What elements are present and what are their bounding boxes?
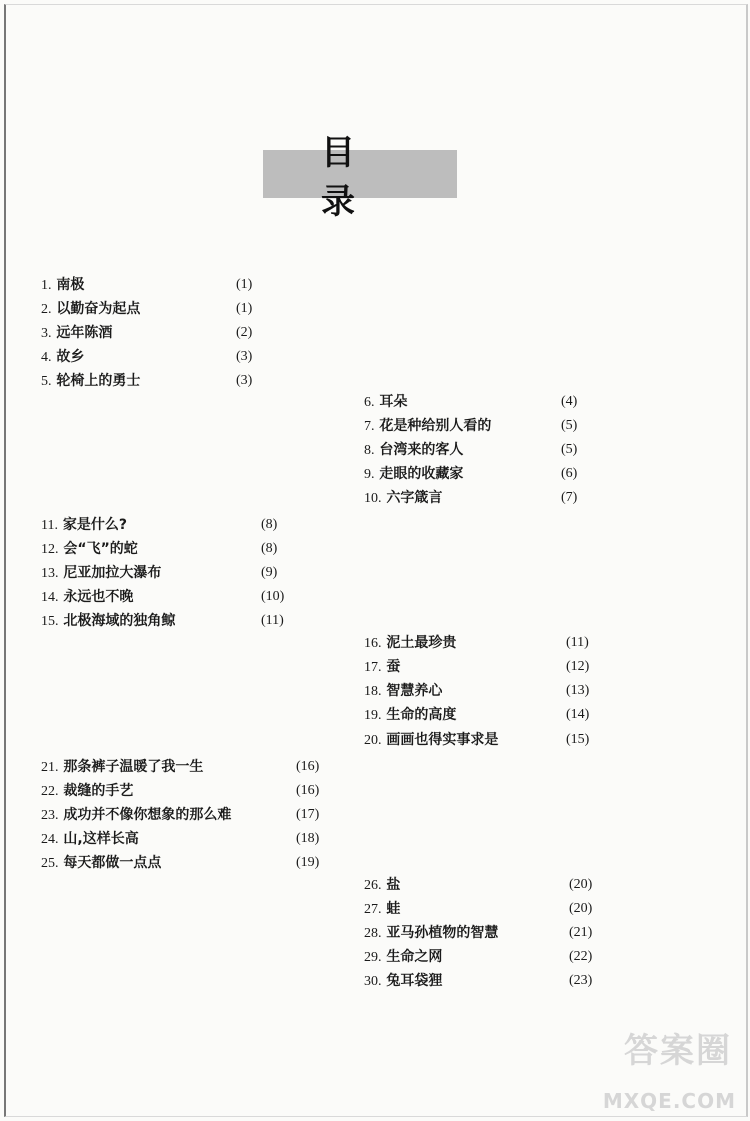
toc-entry: [41, 322, 112, 344]
toc-entry-title: 泥土最珍贵: [386, 635, 457, 651]
toc-entry-page: (18): [296, 831, 320, 846]
toc-entry-title: 花是种给别人看的: [379, 418, 492, 434]
toc-entry-title: 每天都做一点点: [63, 855, 162, 871]
toc-entry-number: 16.: [364, 636, 382, 651]
toc-entry-page: (20): [569, 901, 593, 916]
toc-entry-page: (3): [236, 373, 253, 388]
toc-entry-number: 21.: [41, 760, 59, 775]
toc-entry: [364, 970, 442, 992]
toc-entry-title: 山,这样长高: [63, 831, 139, 847]
toc-entry: [41, 274, 84, 296]
toc-entry-title: 成功并不像你想象的那么难: [63, 807, 232, 823]
toc-entry-page: (5): [561, 442, 578, 457]
toc-title-box: [263, 133, 457, 222]
toc-entry-title: 亚马孙植物的智慧: [386, 925, 499, 941]
toc-entry-page: (13): [566, 683, 590, 698]
toc-entry-number: 24.: [41, 832, 59, 847]
toc-entry-title: 那条裤子温暖了我一生: [63, 759, 204, 775]
toc-entry-number: 12.: [41, 542, 59, 557]
toc-entry-title: 兔耳袋狸: [386, 973, 443, 989]
toc-entry-number: 28.: [364, 926, 382, 941]
toc-entry-title: 生命之网: [386, 949, 443, 965]
toc-entry-page: (22): [569, 949, 593, 964]
toc-entry-page: (14): [566, 707, 590, 722]
toc-entry-page: (12): [566, 659, 590, 674]
toc-entry: [364, 415, 491, 437]
toc-entry: [364, 729, 498, 751]
toc-entry-title: 家是什么?: [62, 517, 127, 533]
toc-entry-number: 22.: [41, 784, 59, 799]
toc-entry-number: 18.: [364, 684, 382, 699]
toc-entry: [41, 780, 133, 802]
toc-entry-page: (1): [236, 277, 253, 292]
toc-entry-title: 蚕: [386, 659, 401, 675]
toc-entry: [364, 656, 400, 678]
toc-entry-page: (21): [569, 925, 593, 940]
toc-entry: [41, 538, 138, 560]
toc-entry-number: 30.: [364, 974, 382, 989]
toc-entry-number: 5.: [41, 374, 52, 389]
toc-entry-title: 故乡: [56, 349, 85, 365]
toc-entry-title: 生命的高度: [386, 707, 457, 723]
toc-entry-page: (8): [261, 517, 278, 532]
toc-entry-page: (4): [561, 394, 578, 409]
toc-entry-page: (10): [261, 589, 285, 604]
watermark-logo-text: 答案圈: [624, 1031, 732, 1071]
toc-title: 目 录: [321, 133, 413, 222]
toc-entry: [364, 632, 456, 654]
toc-entry-title: 以勤奋为起点: [56, 301, 141, 317]
toc-entry-number: 14.: [41, 590, 59, 605]
toc-entry-page: (11): [261, 613, 284, 628]
toc-entry-title: 智慧养心: [386, 683, 443, 699]
toc-entry-title: 耳朵: [379, 394, 408, 410]
toc-entry-number: 27.: [364, 902, 382, 917]
toc-entry: [364, 391, 407, 413]
toc-entry: [41, 804, 231, 826]
toc-entry: [41, 346, 84, 368]
toc-entry-title: 六字箴言: [386, 490, 443, 506]
toc-entry-page: (15): [566, 732, 590, 747]
toc-entry-number: 1.: [41, 278, 52, 293]
toc-entry-title: 盐: [386, 877, 401, 893]
toc-entry-title: 远年陈酒: [56, 325, 113, 341]
toc-entry-number: 23.: [41, 808, 59, 823]
watermark: [566, 1023, 736, 1113]
toc-entry-number: 3.: [41, 326, 52, 341]
toc-entry-number: 15.: [41, 614, 59, 629]
toc-entry-page: (7): [561, 490, 578, 505]
toc-entry-title: 尼亚加拉大瀑布: [63, 565, 162, 581]
toc-entry-number: 26.: [364, 878, 382, 893]
toc-entry-number: 9.: [364, 467, 375, 482]
toc-entry: [364, 704, 456, 726]
toc-entry-title: 蛙: [386, 901, 401, 917]
toc-entry-title: 永远也不晚: [63, 589, 134, 605]
toc-entry: [364, 487, 442, 509]
toc-entry-number: 25.: [41, 856, 59, 871]
toc-entry-page: (1): [236, 301, 253, 316]
toc-entry: [41, 514, 127, 536]
toc-entry-number: 19.: [364, 708, 382, 723]
toc-entry-title: 轮椅上的勇士: [56, 373, 141, 389]
toc-entry: [41, 586, 133, 608]
toc-entry-number: 11.: [41, 518, 58, 533]
toc-entry-page: (2): [236, 325, 253, 340]
toc-entry-page: (3): [236, 349, 253, 364]
toc-entry: [364, 946, 442, 968]
toc-entry: [364, 898, 400, 920]
toc-entry-title: 画画也得实事求是: [386, 732, 499, 748]
toc-entry-title: 裁缝的手艺: [63, 783, 134, 799]
watermark-url: MXQE.COM: [602, 1089, 736, 1113]
toc-entry-page: (17): [296, 807, 320, 822]
toc-entry: [41, 610, 175, 632]
toc-entry: [41, 852, 161, 874]
toc-entry-number: 13.: [41, 566, 59, 581]
toc-entry: [364, 680, 442, 702]
toc-entry-page: (23): [569, 973, 593, 988]
toc-entry-number: 7.: [364, 419, 375, 434]
toc-entry: [41, 562, 161, 584]
toc-entry-page: (16): [296, 783, 320, 798]
toc-entry-number: 6.: [364, 395, 375, 410]
toc-entry: [41, 298, 140, 320]
toc-entry: [41, 756, 203, 778]
toc-entry-page: (5): [561, 418, 578, 433]
toc-entry: [364, 439, 463, 461]
toc-entry-number: 4.: [41, 350, 52, 365]
toc-entry-number: 2.: [41, 302, 52, 317]
toc-entry-page: (11): [566, 635, 589, 650]
toc-entry-title: 走眼的收藏家: [379, 466, 464, 482]
toc-entry-page: (8): [261, 541, 278, 556]
toc-entry-title: 北极海域的独角鲸: [63, 613, 176, 629]
toc-entry-title: 南极: [56, 277, 85, 293]
toc-entry-number: 10.: [364, 491, 382, 506]
toc-entry-title: 台湾来的客人: [379, 442, 464, 458]
toc-entry-page: (9): [261, 565, 278, 580]
toc-entry-page: (19): [296, 855, 320, 870]
toc-entry-number: 17.: [364, 660, 382, 675]
toc-entry: [41, 828, 139, 850]
toc-entry-page: (6): [561, 466, 578, 481]
toc-entry: [364, 874, 400, 896]
toc-entry-page: (20): [569, 877, 593, 892]
toc-entry: [364, 463, 463, 485]
toc-entry-number: 29.: [364, 950, 382, 965]
toc-entry-page: (16): [296, 759, 320, 774]
toc-entry-number: 8.: [364, 443, 375, 458]
toc-entry: [41, 370, 140, 392]
toc-entry: [364, 922, 498, 944]
toc-entry-title: 会“飞”的蛇: [63, 541, 138, 557]
toc-entry-number: 20.: [364, 733, 382, 748]
